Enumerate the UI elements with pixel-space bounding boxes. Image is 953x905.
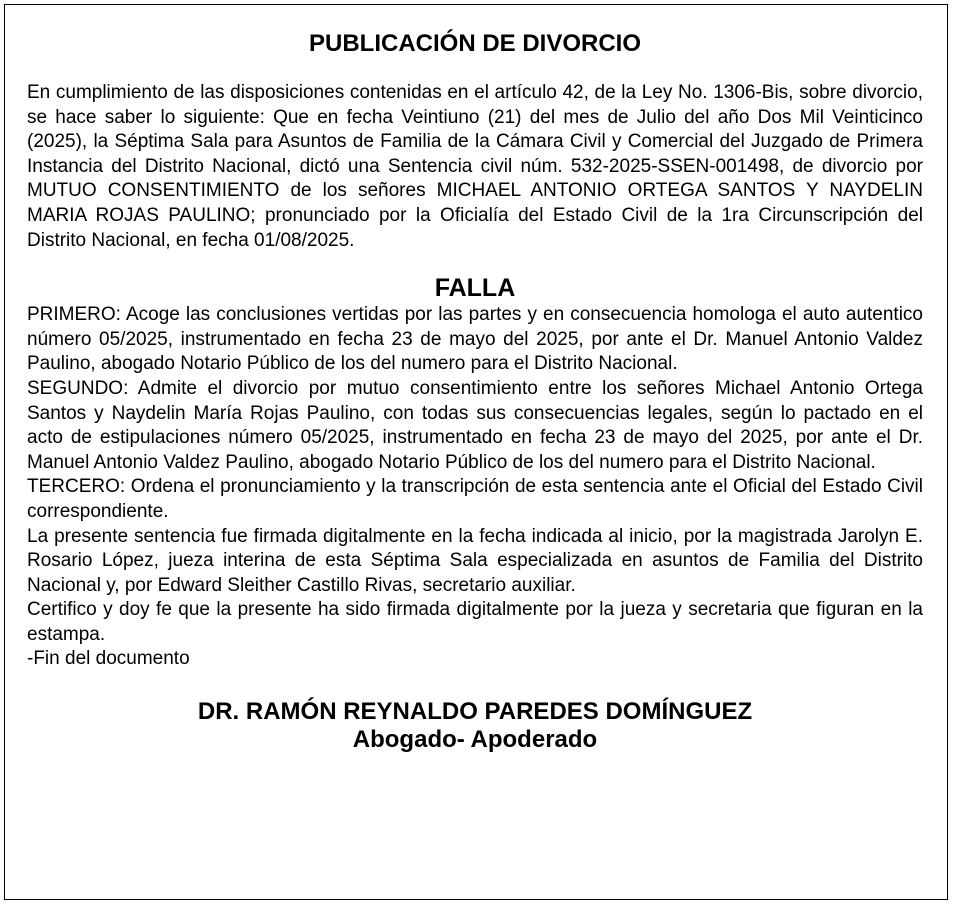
notice-content (27, 27, 923, 754)
intro-paragraph: En cumplimiento de las disposiciones contenidas en el artículo 42, de la Ley No. 1306-Bis, sobre divorcio, se hace saber lo siguiente: Que en fecha Veintiuno (21) del mes de Julio del año Dos Mil Veinticinco (2025), la Séptima Sala para Asuntos de Familia de la Cámara Civil y Comercial del Juzgado de Primera Instancia del Distrito Nacional, dictó una Sentencia civil núm. 532-2025-SSEN-001498, de divorcio por MUTUO CONSENTIMIENTO de los señores MICHAEL ANTONIO ORTEGA SANTOS Y NAYDELIN MARIA ROJAS PAULINO; pronunciado por la Oficialía del Estado Civil de la 1ra Circunscripción del Distrito Nacional, en fecha 01/08/2025. (27, 82, 923, 251)
divorce-notice (4, 4, 948, 900)
falla-heading: FALLA (434, 274, 516, 303)
signature-name: DR. RAMÓN REYNALDO PAREDES DOMÍNGUEZ (197, 698, 753, 726)
falla-fin: -Fin del documento (27, 648, 190, 670)
falla-tercero: TERCERO: Ordena el pronunciamiento y la transcripción de esta sentencia ante el Oficial del Estado Civil correspondiente. (27, 476, 923, 522)
falla-firma: La presente sentencia fue firmada digitalmente en la fecha indicada al inicio, por la magistrada Jarolyn E. Rosario López, jueza interina de esta Séptima Sala especializada en asuntos de Familia del Distrito Nacional y, por Edward Sleither Castillo Rivas, secretario auxiliar. (27, 525, 923, 596)
signature-role: Abogado- Apoderado (352, 726, 598, 754)
notice-title: PUBLICACIÓN DE DIVORCIO (308, 30, 641, 57)
falla-primero: PRIMERO: Acoge las conclusiones vertidas por las partes y en consecuencia homologa el auto autentico número 05/2025, instrumentado en fecha 23 de mayo del 2025, por ante el Dr. Manuel Antonio Valdez Paulino, abogado Notario Público de los del numero para el Distrito Nacional. (27, 304, 923, 375)
signature-block (27, 698, 923, 754)
falla-certifico: Certifico y doy fe que la presente ha sido firmada digitalmente por la jueza y secretaria que figuran en la estampa. (27, 599, 923, 645)
falla-segundo: SEGUNDO: Admite el divorcio por mutuo consentimiento entre los señores Michael Antonio Ortega Santos y Naydelin María Rojas Paulino, con todas sus consecuencias legales, según lo pactado en el acto de estipulaciones número 05/2025, instrumentado en fecha 23 de mayo del 2025, por ante el Dr. Manuel Antonio Valdez Paulino, abogado Notario Público de los del numero para el Distrito Nacional. (27, 377, 923, 473)
